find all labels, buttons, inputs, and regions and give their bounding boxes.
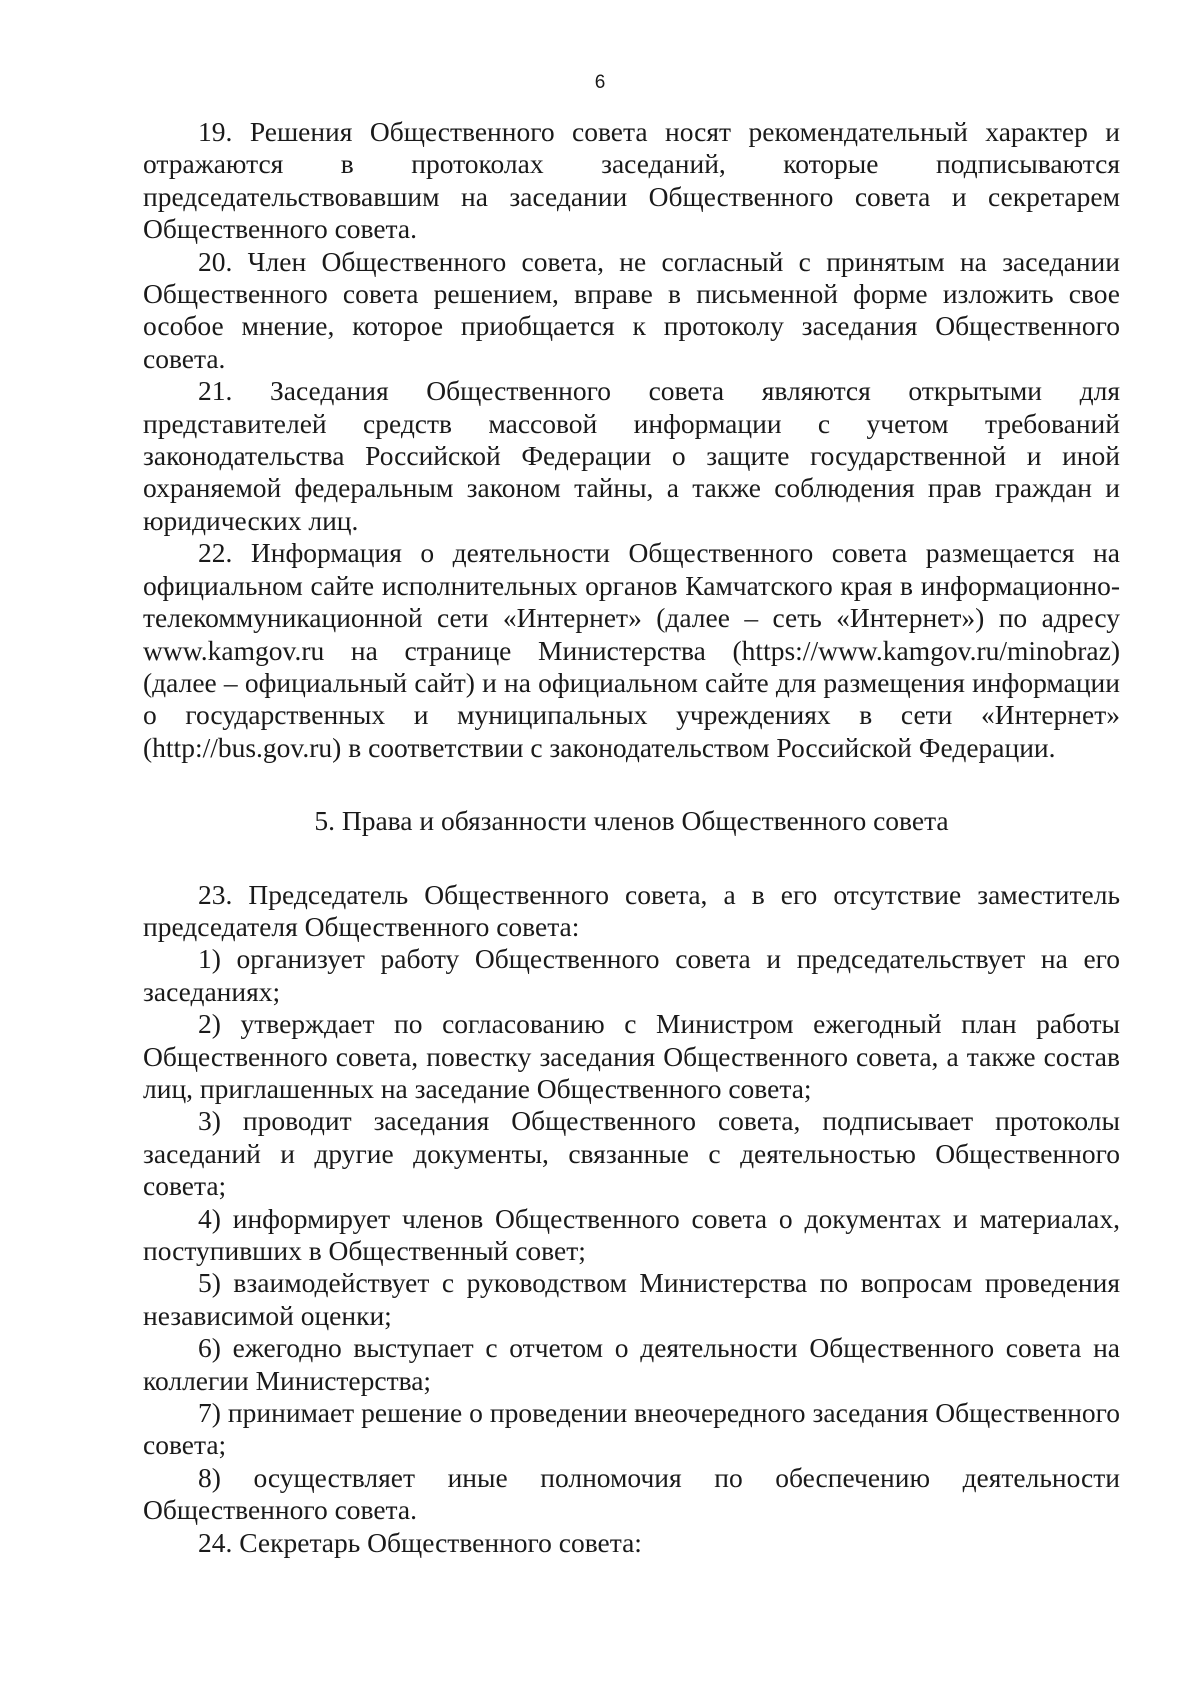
list-item-3: 3) проводит заседания Общественного совета, подписывает протоколы заседаний и другие документы, связанные с деятельностью Общественного совета; xyxy=(143,1105,1120,1202)
paragraph-24: 24. Секретарь Общественного совета: xyxy=(198,1526,642,1558)
paragraph-22: 22. Информация о деятельности Общественного совета размещается на официальном сайте исполнительных органов Камчатского края в информационно-телекоммуникационной сети «Интернет» (далее – сеть «Интернет») по адресу www.kamgov.ru на странице Министерства (https://www.kamgov.ru/minobraz) (далее – официальный сайт) и на официальном сайте для размещения информации о государственных и муниципальных учреждениях в сети «Интернет» (http://bus.gov.ru) в соответствии с законодательством Российской Федерации. xyxy=(143,537,1120,763)
paragraph-23: 23. Председатель Общественного совета, а в его отсутствие заместитель председателя Общественного совета: xyxy=(143,878,1120,942)
paragraph-21: 21. Заседания Общественного совета являются открытыми для представителей средств массовой информации с учетом требований законодательства Российской Федерации о защите государственной и иной охраняемой федеральным законом тайны, а также соблюдения прав граждан и юридических лиц. xyxy=(143,375,1120,536)
list-item-1: 1) организует работу Общественного совета и председательствует на его заседаниях; xyxy=(143,943,1120,1007)
paragraph-20: 20. Член Общественного совета, не согласный с принятым на заседании Общественного совета решением, вправе в письменной форме изложить свое особое мнение, которое приобщается к протоколу заседания Общественного совета. xyxy=(143,245,1120,374)
list-item-5: 5) взаимодействует с руководством Министерства по вопросам проведения независимой оценки; xyxy=(143,1267,1120,1331)
list-item-2: 2) утверждает по согласованию с Министром ежегодный план работы Общественного совета, повестку заседания Общественного совета, а также состав лиц, приглашенных на заседание Общественного совета; xyxy=(143,1008,1120,1104)
list-item-4: 4) информирует членов Общественного совета о документах и материалах, поступивших в Общественный совет; xyxy=(143,1202,1120,1266)
section-heading: 5. Права и обязанности членов Общественного совета xyxy=(314,805,949,837)
list-item-8: 8) осуществляет иные полномочия по обеспечению деятельности Общественного совета. xyxy=(143,1461,1120,1526)
page-number: 6 xyxy=(594,72,606,93)
paragraph-19: 19. Решения Общественного совета носят рекомендательный характер и отражаются в протоколах заседаний, которые подписываются председательствовавшим на заседании Общественного совета и секретарем Общественного совета. xyxy=(143,116,1120,245)
document-body xyxy=(143,116,1120,1559)
list-item-7: 7) принимает решение о проведении внеочередного заседания Общественного совета; xyxy=(143,1397,1120,1461)
list-item-6: 6) ежегодно выступает с отчетом о деятельности Общественного совета на коллегии Министерства; xyxy=(143,1332,1120,1396)
